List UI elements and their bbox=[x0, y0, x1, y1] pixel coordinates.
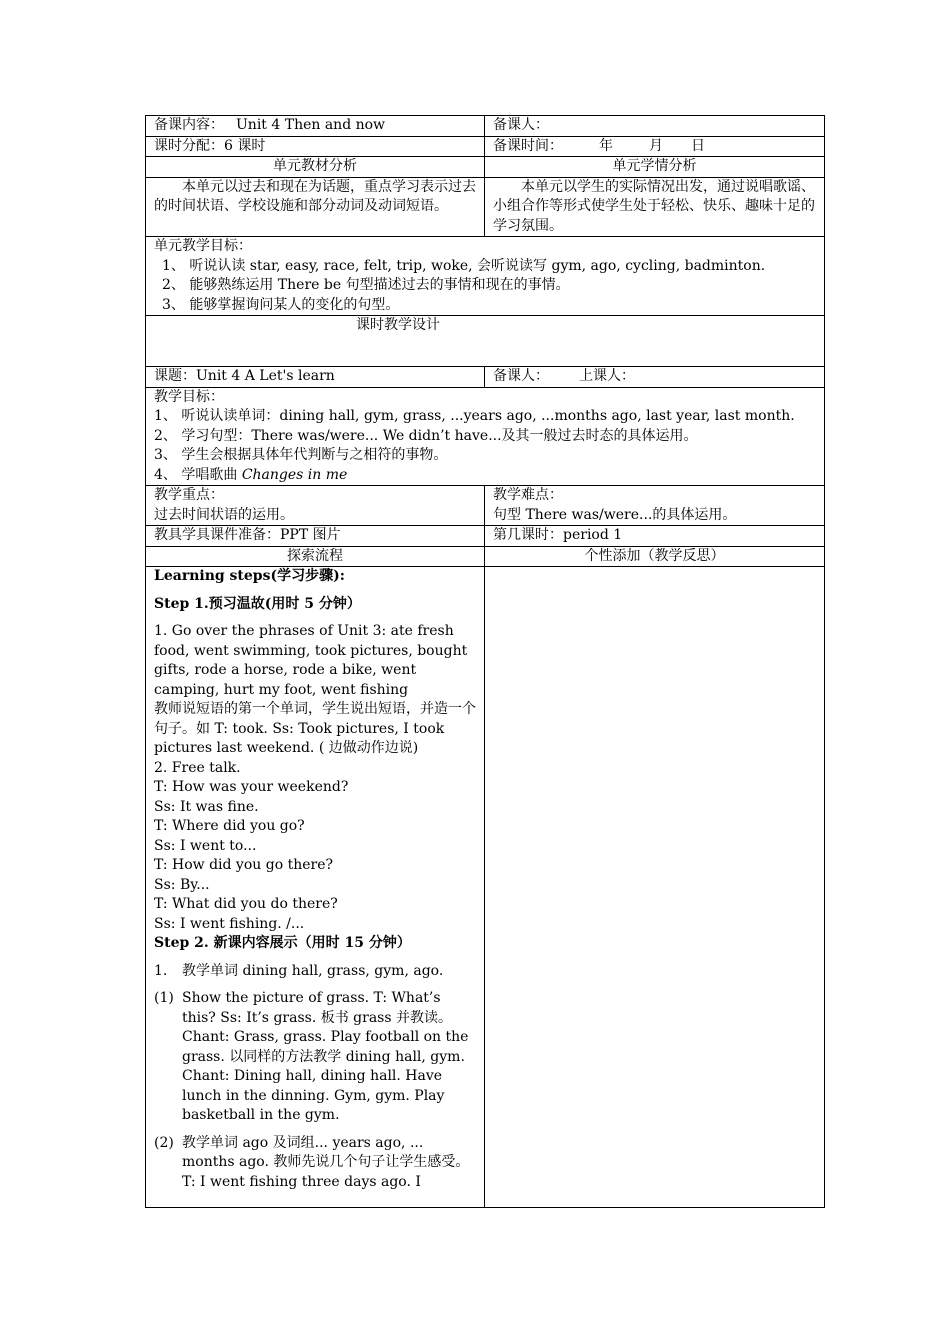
focus-title: 教学重点： bbox=[154, 487, 224, 503]
step2-sub-1 bbox=[154, 989, 476, 1126]
step1-line: T: How was your weekend? bbox=[154, 779, 349, 795]
materials-prep: 教具学具课件准备：PPT 图片 bbox=[146, 526, 485, 547]
row-hours bbox=[146, 136, 825, 157]
flow-left-title: 探索流程 bbox=[146, 546, 485, 567]
focus-text: 过去时间状语的运用。 bbox=[154, 506, 294, 523]
step1-line: Ss: It was fine. bbox=[154, 798, 259, 815]
song-title: Changes in me bbox=[241, 466, 348, 483]
material-analysis-title: 单元教材分析 bbox=[146, 157, 485, 178]
row-lesson-design bbox=[146, 316, 825, 367]
flow-steps-cell bbox=[146, 567, 485, 1208]
lesson-teacher: 上课人： bbox=[579, 368, 635, 384]
student-analysis-title: 单元学情分析 bbox=[485, 157, 825, 178]
period-info: 第几课时：period 1 bbox=[485, 526, 825, 547]
steps-title: Learning steps(学习步骤): bbox=[154, 568, 345, 584]
step2-sub-2 bbox=[154, 1134, 476, 1193]
step1-line: 2. Free talk. bbox=[154, 759, 241, 776]
difficulty-text: 句型 There was/were...的具体运用。 bbox=[493, 506, 737, 523]
month-label: 月 bbox=[649, 137, 663, 154]
content-value: Unit 4 Then and now bbox=[236, 117, 386, 133]
time-label: 备课时间： bbox=[493, 137, 563, 154]
step2-title: Step 2. 新课内容展示（用时 15 分钟） bbox=[154, 935, 411, 951]
day-label: 日 bbox=[691, 137, 705, 154]
row-analysis-text bbox=[146, 177, 825, 237]
lesson-goal-item: 1、 听说认读单词：dining hall, gym, grass, ...years ago, ...months ago, last year, last month. bbox=[154, 408, 795, 424]
content-cell bbox=[146, 116, 485, 137]
lesson-goal-item: 3、 学生会根据具体年代判断与之相符的事物。 bbox=[154, 447, 448, 463]
row-analysis-titles bbox=[146, 157, 825, 178]
step2-item-1-num: 1. bbox=[154, 962, 168, 979]
student-analysis-text: 本单元以学生的实际情况出发，通过说唱歌谣、小组合作等形式使学生处于轻松、快乐、趣味十足的学习氛围。 bbox=[493, 178, 815, 234]
lesson-plan-page bbox=[145, 115, 824, 1208]
row-prep bbox=[146, 526, 825, 547]
step1-line: T: Where did you go? bbox=[154, 818, 305, 834]
lesson-design-title: 课时教学设计 bbox=[146, 316, 825, 367]
lesson-people-cell bbox=[485, 367, 825, 388]
sub1-text: Show the picture of grass. T: What’s this? Ss: It’s grass. 板书 grass 并教读。Chant: Grass, grass. Play football on the grass. 以同样的方法教学 dining hall, gym. Chant: Dining hall, dining hall. Have lunch in the dinning. Gym, gym. Play basketball in the gym. bbox=[182, 990, 469, 1123]
step1-line: Ss: By... bbox=[154, 876, 210, 893]
step1-line: Ss: I went fishing. /... bbox=[154, 915, 305, 932]
unit-goal-item: 2、 能够熟练运用 There be 句型描述过去的事情和现在的事情。 bbox=[162, 277, 570, 293]
unit-goals-title: 单元教学目标： bbox=[154, 238, 252, 254]
unit-goal-item: 3、 能够掌握询问某人的变化的句型。 bbox=[162, 296, 400, 313]
lesson-goals-cell bbox=[146, 387, 825, 486]
focus-cell bbox=[146, 486, 485, 526]
sub2-text: 教学单词 ago 及词组... years ago, ... months ago. 教师先说几个句子让学生感受。T: I went fishing three days ago. I bbox=[182, 1134, 470, 1190]
step1-line: 1. Go over the phrases of Unit 3: ate fresh food, went swimming, took pictures, bought gifts, rode a horse, rode a bike, went camping, hurt my foot, went fishing bbox=[154, 623, 468, 698]
lesson-goals-title: 教学目标： bbox=[154, 388, 224, 405]
preparer-cell bbox=[485, 116, 825, 137]
step1-line: T: What did you do there? bbox=[154, 896, 338, 912]
row-lesson-topic bbox=[146, 367, 825, 388]
student-analysis-cell bbox=[485, 177, 825, 237]
unit-goals-cell bbox=[146, 237, 825, 316]
hours-label: 课时分配： bbox=[154, 137, 224, 154]
row-flow-content bbox=[146, 567, 825, 1208]
reflection-cell[interactable] bbox=[485, 567, 825, 1208]
row-lesson-goals bbox=[146, 387, 825, 486]
material-analysis-cell bbox=[146, 177, 485, 237]
lesson-goal-4-prefix: 4、 学唱歌曲 bbox=[154, 466, 242, 483]
sub2-num: (2) bbox=[154, 1134, 174, 1151]
hours-value: 6 课时 bbox=[224, 137, 266, 154]
year-label: 年 bbox=[599, 137, 613, 154]
step1-title: Step 1.预习温故(用时 5 分钟） bbox=[154, 595, 361, 612]
step2-item-1-text: 教学单词 dining hall, grass, gym, ago. bbox=[182, 962, 444, 979]
row-content bbox=[146, 116, 825, 137]
difficulty-title: 教学难点： bbox=[493, 487, 563, 503]
row-flow-titles bbox=[146, 546, 825, 567]
difficulty-cell bbox=[485, 486, 825, 526]
lesson-goal-item: 2、 学习句型：There was/were... We didn’t have...及其一般过去时态的具体运用。 bbox=[154, 427, 698, 444]
row-key-points bbox=[146, 486, 825, 526]
preparer-label: 备课人： bbox=[493, 117, 549, 133]
hours-cell bbox=[146, 136, 485, 157]
lesson-topic: 课题：Unit 4 A Let's learn bbox=[146, 367, 485, 388]
material-analysis-text: 本单元以过去和现在为话题，重点学习表示过去的时间状语、学校设施和部分动词及动词短语。 bbox=[154, 178, 476, 214]
step2-item-1 bbox=[154, 962, 476, 982]
content-label: 备课内容： bbox=[154, 117, 224, 133]
step1-line: 教师说短语的第一个单词，学生说出短语，并造一个句子。如 T: took. Ss: Took pictures, I took pictures last weekend. ( 边做动作边说) bbox=[154, 701, 476, 756]
sub1-num: (1) bbox=[154, 990, 174, 1006]
unit-goal-item: 1、 听说认读 star, easy, race, felt, trip, woke, 会听说读写 gym, ago, cycling, badminton. bbox=[162, 257, 766, 274]
row-unit-goals bbox=[146, 237, 825, 316]
lesson-goal-item bbox=[154, 466, 816, 486]
time-cell bbox=[485, 136, 825, 157]
lesson-preparer: 备课人： bbox=[493, 368, 549, 384]
lesson-plan-table bbox=[145, 115, 825, 1208]
flow-right-title: 个性添加（教学反思） bbox=[485, 546, 825, 567]
step1-line: T: How did you go there? bbox=[154, 857, 333, 873]
step1-line: Ss: I went to... bbox=[154, 837, 257, 854]
